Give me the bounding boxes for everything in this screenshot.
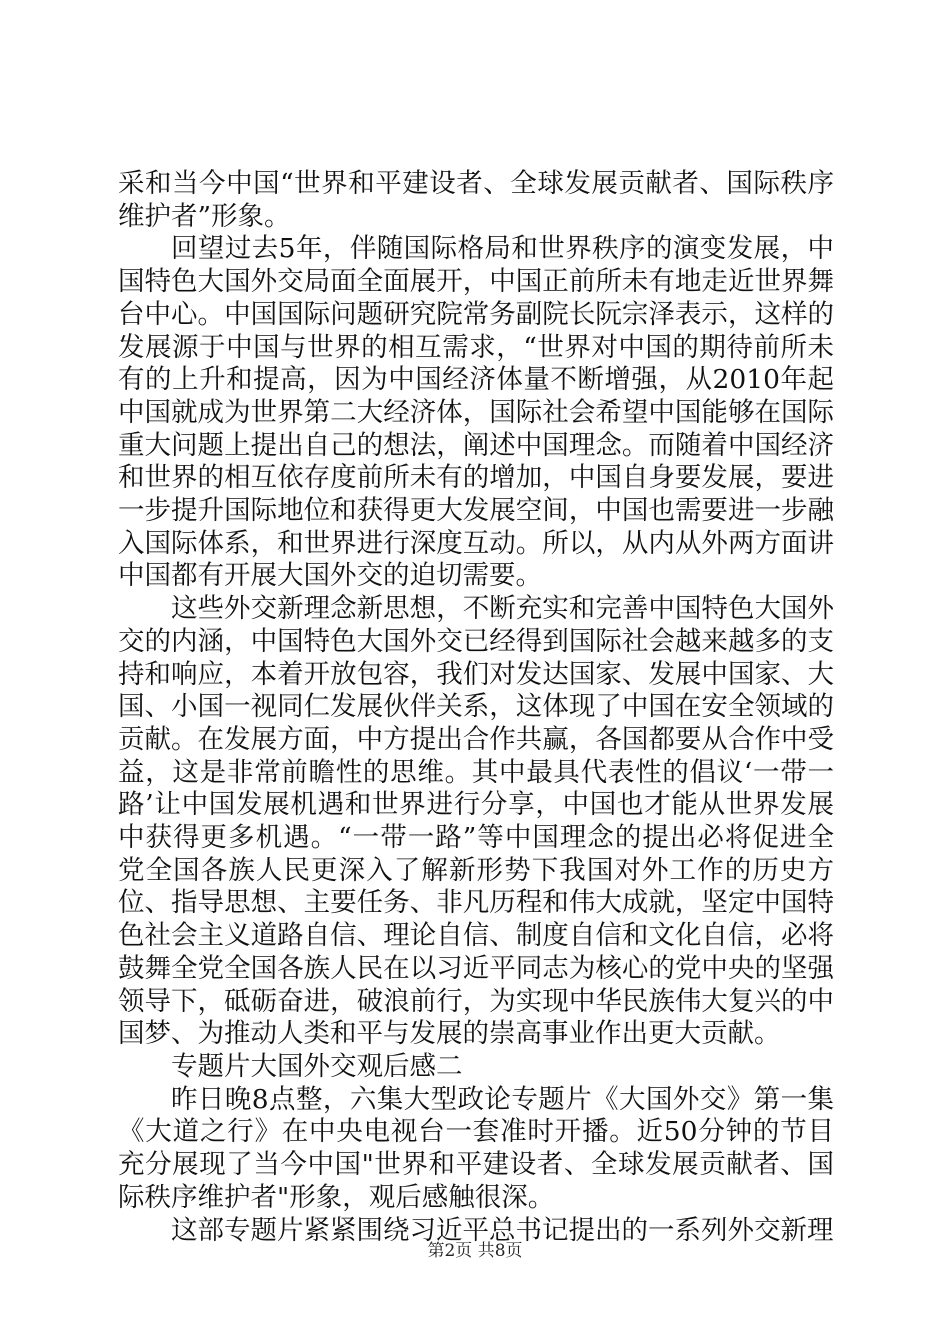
paragraph-continuation: 采和当今中国“世界和平建设者、全球发展贡献者、国际秩序维护者”形象。	[118, 168, 834, 232]
document-body	[118, 168, 834, 1247]
page-number: 第2页 共8页	[427, 1241, 523, 1261]
section-heading: 专题片大国外交观后感二	[171, 1050, 463, 1082]
paragraph-closing: 这部专题片紧紧围绕习近平总书记提出的一系列外交新理	[171, 1214, 834, 1246]
paragraph-broadcast: 昨日晚8点整，六集大型政论专题片《大国外交》第一集《大道之行》在中央电视台一套准时开播。近50分钟的节目充分展现了当今中国"世界和平建设者、全球发展贡献者、国际秩序维护者"形象，观后感触很深。	[118, 1083, 834, 1213]
paragraph-review: 回望过去5年，伴随国际格局和世界秩序的演变发展，中国特色大国外交局面全面展开，中国正前所未有地走近世界舞台中心。中国国际问题研究院常务副院长阮宗泽表示，这样的发展源于中国与世界的相互需求，“世界对中国的期待前所未有的上升和提高，因为中国经济体量不断增强，从2010年起中国就成为世界第二大经济体，国际社会希望中国能够在国际重大问题上提出自己的想法，阐述中国理念。而随着中国经济和世界的相互依存度前所未有的增加，中国自身要发展，要进一步提升国际地位和获得更大发展空间，中国也需要进一步融入国际体系，和世界进行深度互动。所以，从内从外两方面讲中国都有开展大国外交的迫切需要。	[118, 233, 834, 592]
paragraph-diplomacy-concepts: 这些外交新理念新思想，不断充实和完善中国特色大国外交的内涵，中国特色大国外交已经得到国际社会越来越多的支持和响应，本着开放包容，我们对发达国家、发展中国家、大国、小国一视同仁发展伙伴关系，这体现了中国在安全领域的贡献。在发展方面，中方提出合作共赢，各国都要从合作中受益，这是非常前瞻性的思维。其中最具代表性的倡议‘一带一路’让中国发展机遇和世界进行分享，中国也才能从世界发展中获得更多机遇。“一带一路”等中国理念的提出必将促进全党全国各族人民更深入了解新形势下我国对外工作的历史方位、指导思想、主要任务、非凡历程和伟大成就，坚定中国特色社会主义道路自信、理论自信、制度自信和文化自信，必将鼓舞全党全国各族人民在以习近平同志为核心的党中央的坚强领导下，砥砺奋进，破浪前行，为实现中华民族伟大复兴的中国梦、为推动人类和平与发展的崇高事业作出更大贡献。	[118, 593, 834, 1050]
